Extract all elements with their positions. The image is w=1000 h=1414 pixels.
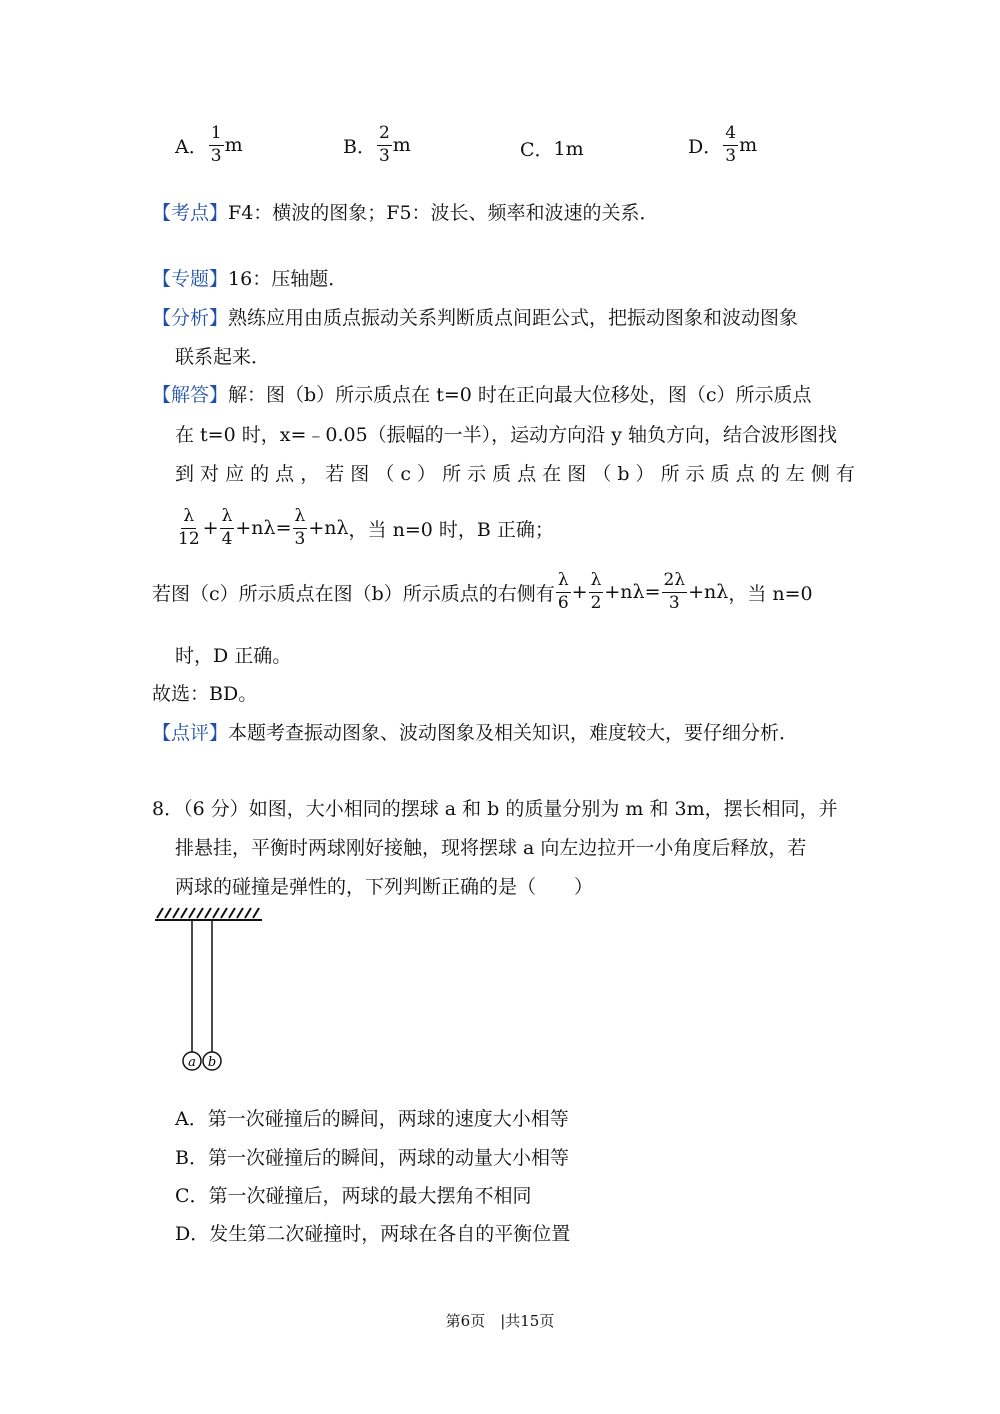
option-unit: m [392,134,411,157]
option-letter: C． [520,139,554,161]
option-letter: A． [175,135,208,158]
option-d [688,125,757,166]
zhuanti-text: 16：压轴题． [228,268,348,290]
fenxi-tag: 【分析】 [152,307,229,329]
option-b [343,125,411,166]
fraction: $\frac{\lambda}{6}$ [557,570,569,613]
eq-text: +nλ= [235,517,292,540]
fenxi-text: 熟练应用由质点振动关系判断质点间距公式，把振动图象和波动图象 [228,307,799,329]
fraction: $\frac{4}{3}$ [725,123,737,166]
fraction: $\frac{2}{3}$ [378,123,390,166]
eq-text: +nλ= [604,581,661,604]
page-footer: 第6页 |共15页 [445,1312,555,1330]
jieda-text: 解：图（b）所示质点在 t=0 时在正向最大位移处，图（c）所示质点 [228,384,812,406]
q8-line1: 8．（6 分）如图，大小相同的摆球 a 和 b 的质量分别为 m 和 3m，摆长相同，并 [152,798,838,820]
option-a [175,125,243,166]
eq-text: + [571,581,588,604]
q8-option-b: B．第一次碰撞后的瞬间，两球的动量大小相等 [175,1147,569,1169]
equation-left-case [175,508,554,549]
equation-right-case [152,572,813,613]
eq-text: + [202,517,219,540]
fraction: $\frac{\lambda}{3}$ [294,506,306,549]
fraction: $\frac{1}{3}$ [210,123,222,166]
fraction: $\frac{2\lambda}{3}$ [663,570,686,613]
dianping-tag: 【点评】 [152,722,229,744]
ball-b-label: b [207,1055,217,1070]
jieda-line3: 到 对 应 的 点 ， 若 图 （ c ） 所 示 质 点 在 图 （ b ） 所 示 质 点 的 左 侧 有 [175,463,855,485]
eq-after: ，当 n=0 时，B 正确； [348,518,554,541]
jieda-line1 [152,380,812,407]
fenxi-line2: 联系起来． [175,346,271,368]
kaodian-line [152,198,659,225]
dianping-line [152,718,798,745]
q8-line2: 排悬挂，平衡时两球刚好接触，现将摆球 a 向左边拉开一小角度后释放，若 [175,837,807,859]
option-unit: m [739,134,758,157]
ceiling-hatch [155,908,262,920]
option-letter: B． [343,135,376,158]
fraction: $\frac{\lambda}{4}$ [221,506,233,549]
pendulum-figure [150,902,270,1077]
kaodian-text: F4：横波的图象；F5：波长、频率和波速的关系． [228,202,659,224]
zhuanti-tag: 【专题】 [152,268,229,290]
jieda-line6: 时，D 正确。 [175,645,292,667]
option-text: 1m [553,137,584,160]
q8-option-d: D．发生第二次碰撞时，两球在各自的平衡位置 [175,1223,571,1245]
jieda-line2: 在 t=0 时，x=﹣0.05（振幅的一半），运动方向沿 y 轴负方向，结合波形图找 [175,424,837,446]
answer-line: 故选：BD。 [152,683,258,705]
eq-after: ，当 n=0 [728,582,813,605]
kaodian-tag: 【考点】 [152,202,229,224]
option-unit: m [224,134,243,157]
eq-text: +nλ [688,581,729,604]
dianping-text: 本题考查振动图象、波动图象及相关知识，难度较大，要仔细分析． [228,722,799,744]
eq-text: +nλ [308,517,349,540]
q8-line3: 两球的碰撞是弹性的，下列判断正确的是（ ） [175,876,594,898]
fraction: $\frac{\lambda}{12}$ [178,506,200,549]
option-c [520,135,584,162]
q8-option-a: A．第一次碰撞后的瞬间，两球的速度大小相等 [175,1108,569,1130]
ball-a-label: a [188,1055,196,1070]
fenxi-line1 [152,303,798,330]
jieda-tag: 【解答】 [152,384,229,406]
q8-option-c: C．第一次碰撞后，两球的最大摆角不相同 [175,1185,532,1207]
option-letter: D． [688,135,723,158]
zhuanti-line [152,264,347,291]
eq-pre: 若图（c）所示质点在图（b）所示质点的右侧有 [152,582,555,605]
fraction: $\frac{\lambda}{2}$ [590,570,602,613]
